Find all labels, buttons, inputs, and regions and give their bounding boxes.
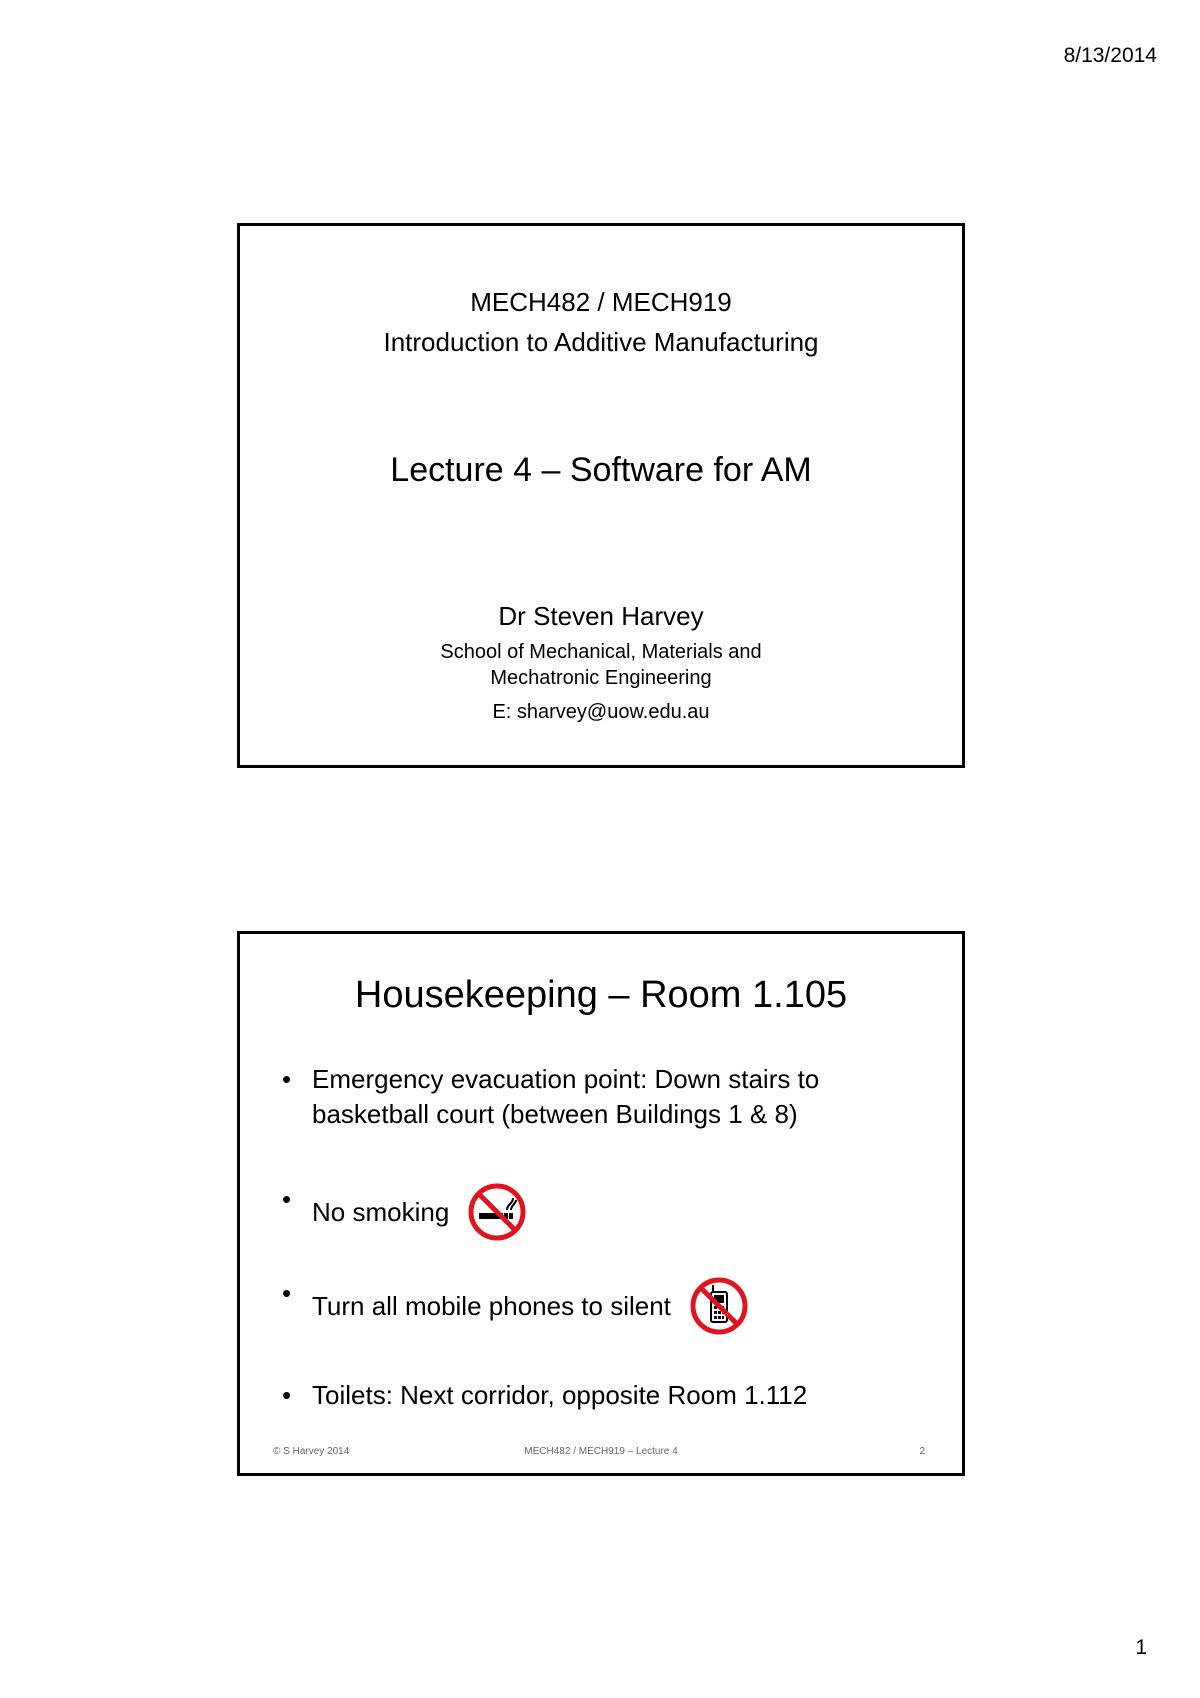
slide-footer bbox=[240, 1443, 962, 1457]
author-email: E: sharvey@uow.edu.au bbox=[492, 701, 710, 723]
course-title: Introduction to Additive Manufacturing bbox=[383, 327, 819, 357]
footer-copyright: © S Harvey 2014 bbox=[273, 1446, 350, 1457]
course-code: MECH482 / MECH919 bbox=[470, 287, 732, 317]
bullet-text: • No smoking bbox=[312, 1196, 450, 1227]
bullet-item-mobile-phones bbox=[280, 1276, 942, 1336]
page-date: 8/13/2014 bbox=[1063, 44, 1157, 67]
slide-title bbox=[237, 223, 965, 768]
footer-slide-number: 2 bbox=[919, 1446, 925, 1457]
bullet-item-evacuation bbox=[280, 1062, 942, 1132]
bullet-text: • Turn all mobile phones to silent bbox=[312, 1290, 671, 1321]
slide-title-housekeeping: Housekeeping – Room 1.105 bbox=[354, 974, 848, 1016]
footer-course: MECH482 / MECH919 – Lecture 4 bbox=[524, 1446, 678, 1457]
page-number: 1 bbox=[1135, 1636, 1147, 1659]
bullet-item-toilets bbox=[280, 1378, 942, 1413]
author-name: Dr Steven Harvey bbox=[498, 601, 704, 631]
course-heading bbox=[240, 282, 962, 362]
bullet-text: Emergency evacuation point: Down stairs to basketball court (between Buildings 1 & 8) bbox=[312, 1064, 820, 1129]
no-smoking-icon bbox=[467, 1182, 527, 1242]
bullet-text: Toilets: Next corridor, opposite Room 1.112 bbox=[312, 1380, 808, 1410]
school-line-1: School of Mechanical, Materials and bbox=[440, 641, 762, 663]
school-name bbox=[240, 639, 962, 691]
school-line-2: Mechatronic Engineering bbox=[490, 667, 712, 689]
no-mobile-phone-icon bbox=[689, 1276, 749, 1336]
lecture-title: Lecture 4 – Software for AM bbox=[390, 451, 812, 489]
slide-housekeeping bbox=[237, 931, 965, 1476]
bullet-list bbox=[280, 1062, 942, 1413]
bullet-item-no-smoking bbox=[280, 1182, 942, 1242]
